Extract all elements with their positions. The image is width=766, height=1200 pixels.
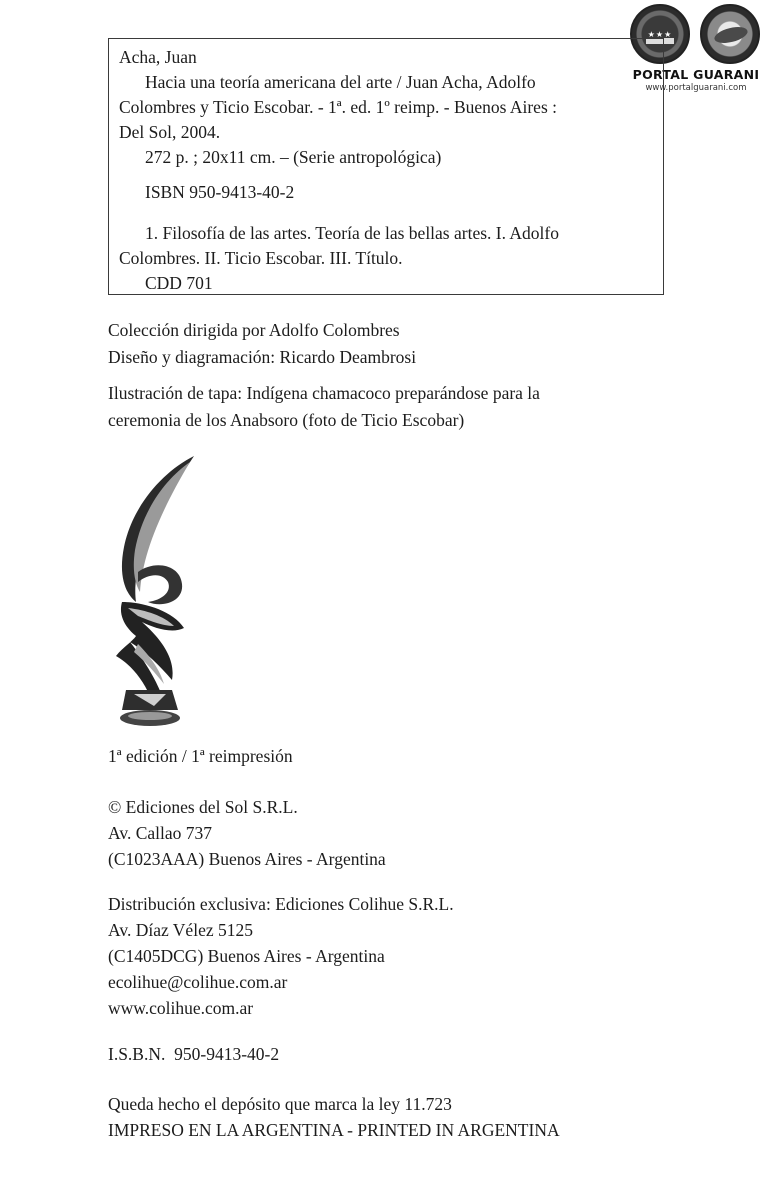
printed-in: IMPRESO EN LA ARGENTINA - PRINTED IN ARGENTINA — [108, 1120, 560, 1140]
collection-credit: Colección dirigida por Adolfo Colombres — [108, 320, 400, 340]
distribution-line: Distribución exclusiva: Ediciones Colihue S.R.L. — [108, 894, 454, 914]
design-credit: Diseño y diagramación: Ricardo Deambrosi — [108, 347, 417, 367]
distribution-street: Av. Díaz Vélez 5125 — [108, 920, 253, 940]
coat-of-arms-seal-icon: ★★★ — [630, 4, 690, 64]
catalog-publisher: Del Sol, 2004. — [119, 122, 221, 142]
catalog-title-cont: Colombres y Ticio Escobar. - 1ª. ed. 1º reimp. - Buenos Aires : — [119, 97, 557, 117]
legal-deposit: Queda hecho el depósito que marca la ley 11.723 — [108, 1094, 452, 1114]
catalog-subjects: 1. Filosofía de las artes. Teoría de las bellas artes. I. Adolfo — [145, 223, 559, 243]
edition-line: 1ª edición / 1ª reimpresión — [108, 746, 293, 766]
catalog-card — [108, 38, 664, 295]
brand-name: PORTAL GUARANI — [632, 67, 760, 82]
publisher-name: © Ediciones del Sol S.R.L. — [108, 797, 298, 817]
catalog-title: Hacia una teoría americana del arte / Juan Acha, Adolfo — [145, 72, 536, 92]
brand-url: www.portalguarani.com — [645, 83, 747, 93]
catalog-subjects-cont: Colombres. II. Ticio Escobar. III. Título. — [119, 248, 403, 268]
catalog-isbn: ISBN 950-9413-40-2 — [145, 182, 295, 202]
portal-seal-icon — [700, 4, 760, 64]
catalog-author: Acha, Juan — [119, 47, 197, 67]
distribution-email: ecolihue@colihue.com.ar — [108, 972, 288, 992]
cover-credit-line1: Ilustración de tapa: Indígena chamacoco preparándose para la — [108, 383, 540, 403]
distribution-web: www.colihue.com.ar — [108, 998, 254, 1018]
publisher-street: Av. Callao 737 — [108, 823, 213, 843]
catalog-cdd: CDD 701 — [145, 273, 213, 293]
sculpture-illustration-icon — [102, 452, 202, 734]
cover-credit-line2: ceremonia de los Anabsoro (foto de Ticio Escobar) — [108, 410, 465, 430]
distribution-city: (C1405DCG) Buenos Aires - Argentina — [108, 946, 385, 966]
catalog-extent: 272 p. ; 20x11 cm. – (Serie antropológica) — [145, 147, 442, 167]
publisher-city: (C1023AAA) Buenos Aires - Argentina — [108, 849, 386, 869]
isbn-line: I.S.B.N. 950-9413-40-2 — [108, 1044, 280, 1064]
